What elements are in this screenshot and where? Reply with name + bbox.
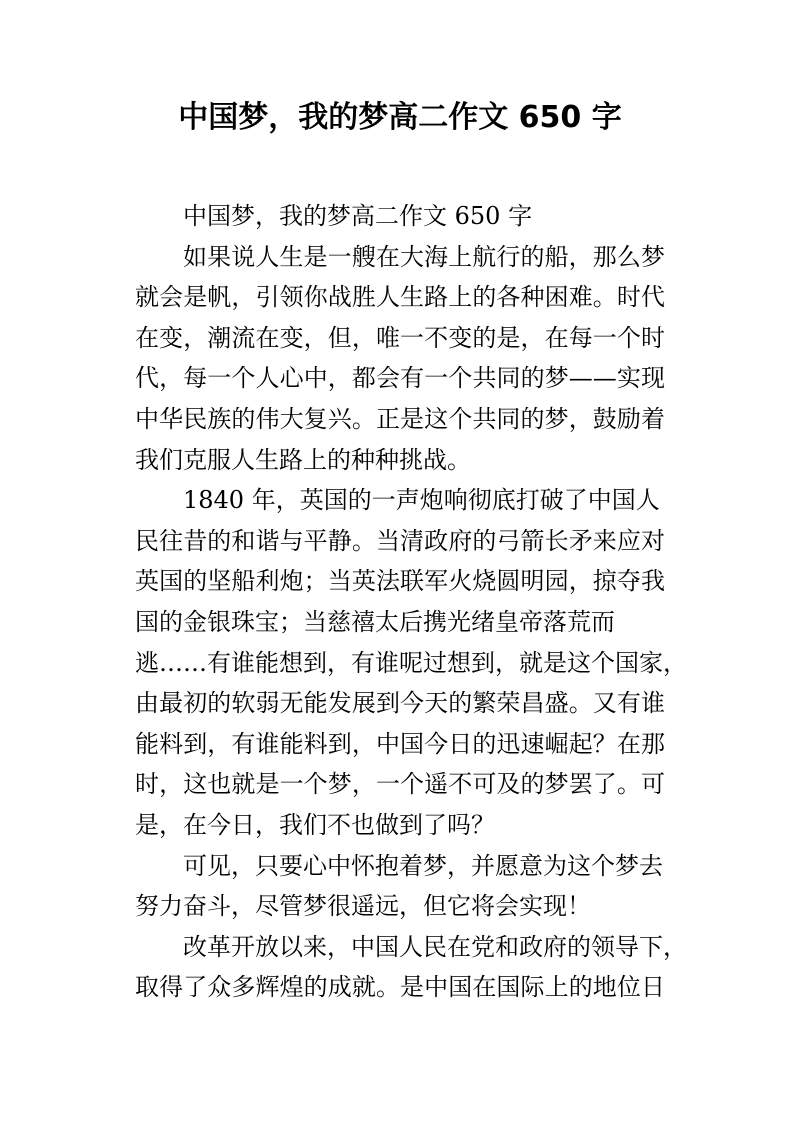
text-line: 我们克服人生路上的种种挑战。 [135, 445, 471, 474]
text-line: 改革开放以来，中国人民在党和政府的领导下， [183, 932, 687, 961]
text-line: 如果说人生是一艘在大海上航行的船，那么梦 [183, 242, 665, 271]
text-line: 中国梦，我的梦高二作文 650 字 [183, 202, 533, 230]
text-line: 能料到，有谁能料到，中国今日的迅速崛起？在那 [135, 729, 665, 758]
text-line: 由最初的软弱无能发展到今天的繁荣昌盛。又有谁 [135, 689, 665, 718]
text-line: 是，在今日，我们不也做到了吗？ [135, 810, 495, 839]
text-line: 逃……有谁能想到，有谁呢过想到，就是这个国家， [135, 648, 687, 677]
text-line: 中华民族的伟大复兴。正是这个共同的梦，鼓励着 [135, 404, 665, 433]
text-line: 民往昔的和谐与平静。当清政府的弓箭长矛来应对 [135, 526, 665, 555]
text-line: 在变，潮流在变，但，唯一不变的是，在每一个时 [135, 323, 665, 352]
document-title: 中国梦，我的梦高二作文 650 字 [178, 100, 622, 135]
text-line: 可见，只要心中怀抱着梦，并愿意为这个梦去 [183, 851, 663, 880]
text-line: 就会是帆，引领你战胜人生路上的各种困难。时代 [135, 283, 665, 312]
text-line: 努力奋斗，尽管梦很遥远，但它将会实现！ [135, 892, 591, 921]
text-line: 取得了众多辉煌的成就。是中国在国际上的地位日 [135, 973, 665, 1002]
text-line: 代，每一个人心中，都会有一个共同的梦——实现 [135, 364, 665, 393]
text-line: 1840 年，英国的一声炮响彻底打破了中国人 [183, 486, 660, 515]
document-body [135, 196, 687, 1008]
text-line: 国的金银珠宝；当慈禧太后携光绪皇帝落荒而 [135, 607, 615, 636]
text-line: 时，这也就是一个梦，一个遥不可及的梦罢了。可 [135, 770, 665, 799]
text-line: 英国的坚船利炮；当英法联军火烧圆明园，掠夺我 [135, 567, 665, 596]
